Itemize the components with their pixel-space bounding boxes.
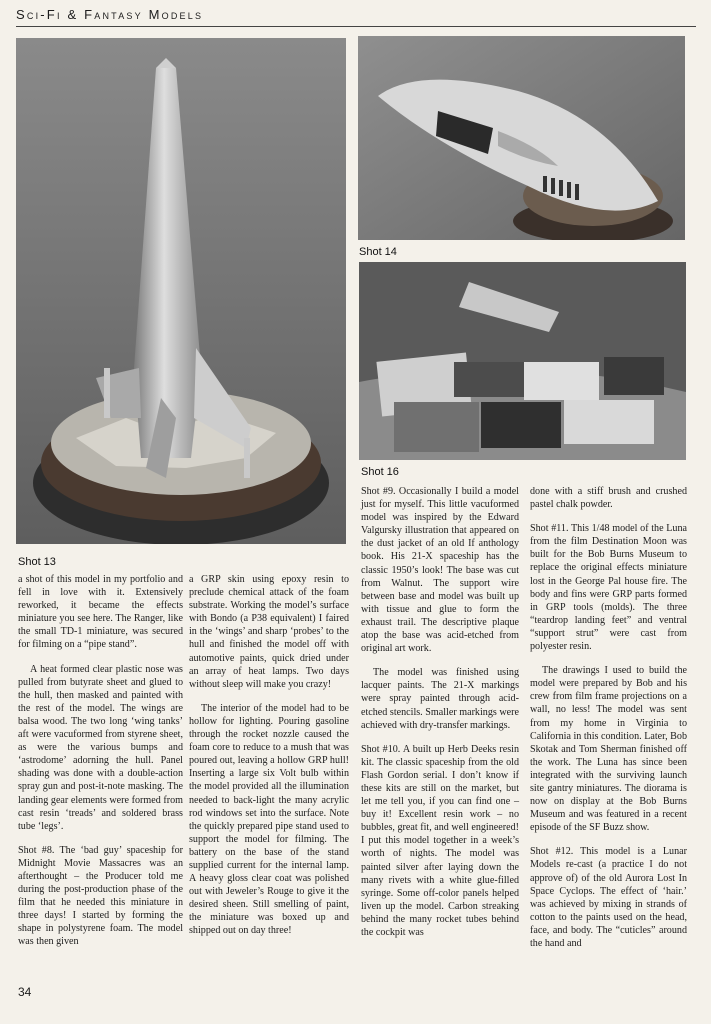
magazine-title: Sci-Fi & Fantasy Models xyxy=(16,7,204,22)
paragraph: Shot #8. The ‘bad guy’ spaceship for Midnight Movie Massacres was an afterthought – the Producer told me during the post-production phase of the film that he needed this miniature in three days! I started by forming the shape in polystyrene foam. The model was then given xyxy=(18,844,183,948)
paragraph: Shot #10. A built up Herb Deeks resin kit. The classic spaceship from the old Flash Gordon serial. I don’t know if these kits are still on the market, but let me tell you, if you can find one – buy it! Excellent resin work – no bubbles, great fit, and well engineered! I put this model together in a week’s worth of nights. The model was painted silver after laying down the many rivets with a white glue-filled syringe. Some off-color panels helped liven up the model. Carbon streaking behind the many rocket tubes behind the cockpit was xyxy=(361,743,519,938)
photo-shot13 xyxy=(16,38,346,544)
paragraph: a GRP skin using epoxy resin to preclude chemical attack of the foam substrate. Working the model’s surface with Bondo (a P38 equivalent) I faired in the ‘wings’ and sharp ‘probes’ to the hull and finished the model off with automotive paints, quick dried under an array of heat lamps. Two days without sleep will make you crazy! xyxy=(189,574,349,690)
caption-shot14: Shot 14 xyxy=(359,246,397,258)
text-column-1 xyxy=(18,573,183,960)
photo-shot16 xyxy=(359,262,686,460)
paragraph: The drawings I used to build the model were prepared by Bob and his crew from film frame projections on a wall, no less! The model was sent from my home in Virginia to California in this condition. Later, Bob Skotak and Tom Sherman finished off the work. The Luna has since been integrated with the surviving launch site gantry miniatures. The diorama is now on display at the Bob Burns Museum and was featured in a recent episode of the SF Buzz show. xyxy=(530,665,687,834)
paragraph: The model was finished using lacquer paints. The 21-X markings were spray painted through acid-etched stencils. Smaller markings were achieved with dry-transfer markings. xyxy=(361,667,519,731)
paragraph: A heat formed clear plastic nose was pulled from butyrate sheet and glued to the hull, then masked and painted with the rest of the model. The wings are balsa wood. The two long ‘wing tanks’ aft were vacuformed from styrene sheet, as were the various bumps and ‘astrodome’ adorning the hull. Panel shading was done with a double-action spray gun and post-it-note masking. The landing gear elements were formed from cast resin ‘treads’ and soldered brass tube ‘legs’. xyxy=(18,663,183,832)
text-column-2 xyxy=(189,573,349,949)
text-column-4 xyxy=(530,485,687,961)
caption-shot13: Shot 13 xyxy=(18,556,56,568)
photo-shot14 xyxy=(358,36,685,240)
page-number: 34 xyxy=(18,985,32,999)
paragraph: Shot #11. This 1/48 model of the Luna from the film Destination Moon was built for the Bob Burns Museum to replace the original effects miniature lost in the George Pal house fire. The body and fins were GRP parts formed in GRP tools (molds). The three “teardrop landing feet” and ventral “support strut” were cast from polyester resin. xyxy=(530,523,687,653)
caption-shot16: Shot 16 xyxy=(361,466,399,478)
page-header xyxy=(16,6,696,26)
paragraph: a shot of this model in my portfolio and fell in love with it. Extensively reworked, it became the effects miniature you see here. The Ranger, like the small TD-1 miniature, was secured for filming on a “pipe stand”. xyxy=(18,574,183,651)
text-column-3 xyxy=(361,485,519,950)
paragraph: The interior of the model had to be hollow for lighting. Pouring gasoline through the rocket nozzle caused the foam core to reduce to a mush that was poured out, leaving a hollow GRP hull! Inserting a large six Volt bulb within the model provided all the illumination needed to back-light the many acrylic rod windows set into the surface. Note the quickly prepared pipe stand used to support the model for filming. The battery on the base of the stand supplied current for the internal lamp. A heavy gloss clear coat was polished out with Jeweler’s Rouge to give it the desired sheen. Still smelling of paint, the miniature was boxed up and shipped out on day three! xyxy=(189,702,349,937)
paragraph: Shot #9. Occasionally I build a model just for myself. This little vacuformed model was inspired by the Edward Valgursky illustration that appeared on the dust jacket of an old If anthology book. His 21-X spaceship has the classic 1950’s look! The base was cut from Walnut. The support wire between base and model was built up with tissue and glue to form the exhaust trail. The descriptive plaque atop the base was acid-etched from original art work. xyxy=(361,486,519,655)
paragraph: done with a stiff brush and crushed pastel chalk powder. xyxy=(530,486,687,511)
header-rule xyxy=(16,26,696,27)
paragraph: Shot #12. This model is a Lunar Models re-cast (a practice I do not approve of) of the old Aurora Lost In Space Cyclops. The effect of ‘hair.’ was achieved by mixing in strands of cotton to the paints used on the head, face, and body. The “cuticles” around the hand and xyxy=(530,846,687,949)
